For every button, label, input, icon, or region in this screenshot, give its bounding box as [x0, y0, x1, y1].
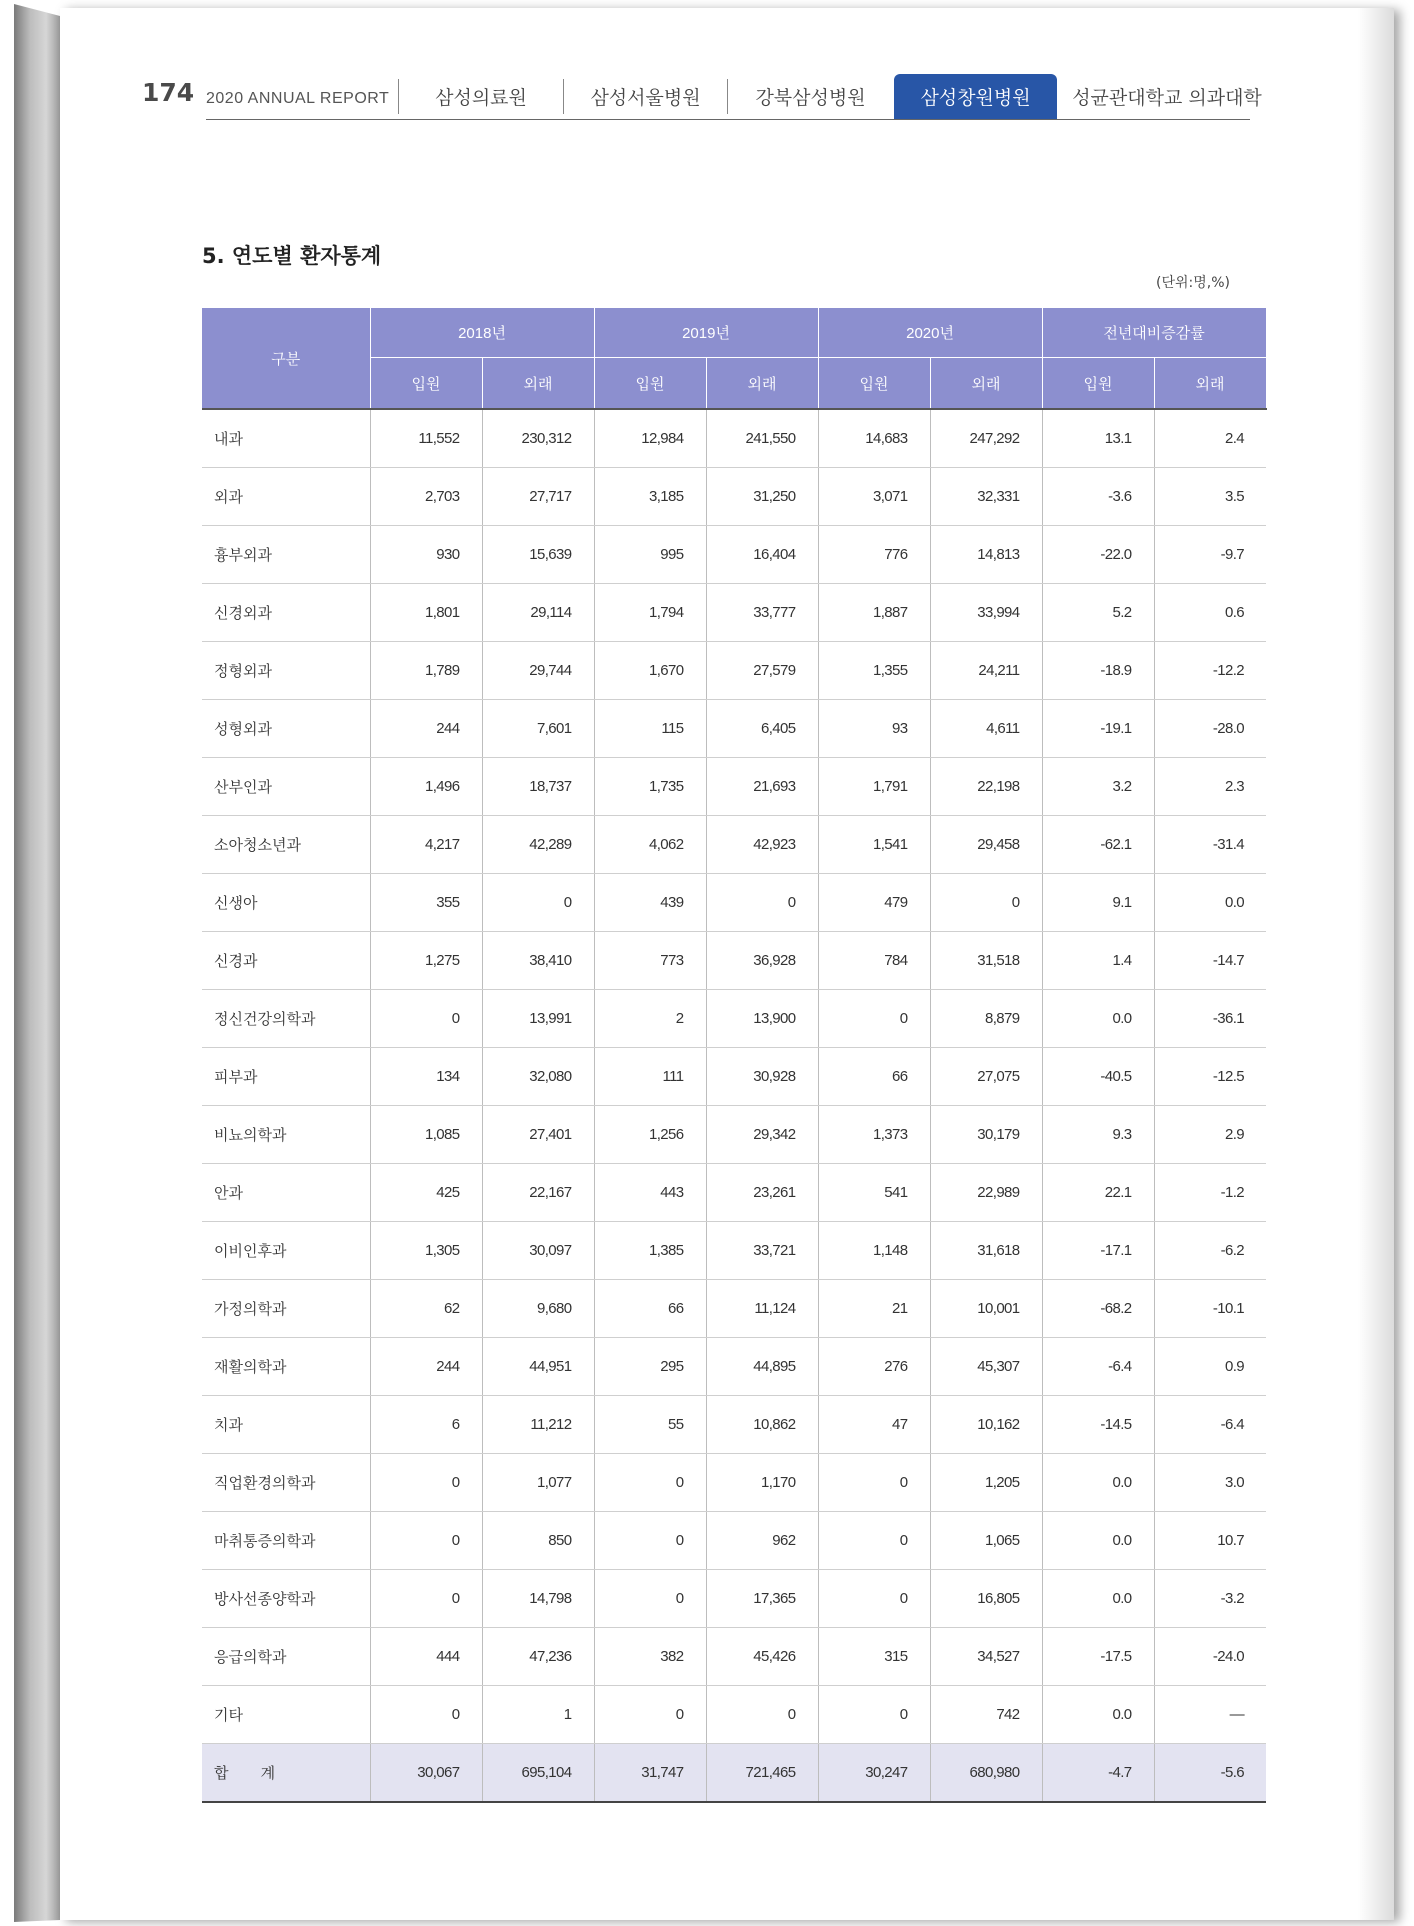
- report-label: 2020 ANNUAL REPORT: [206, 90, 390, 107]
- subheader-inpatient: 입원: [594, 358, 706, 410]
- patient-count-cell: 47: [818, 1396, 930, 1454]
- tab-kangbuk-samsung-hospital[interactable]: 강북삼성병원: [755, 87, 866, 109]
- table-header-row: [202, 308, 1266, 358]
- unit-label: (단위:명,%): [1156, 275, 1230, 291]
- patient-count-cell: 0: [370, 1454, 482, 1512]
- change-rate-cell: 2.9: [1154, 1106, 1266, 1164]
- department-name: 안과: [202, 1164, 370, 1222]
- table-body: [202, 409, 1266, 1802]
- patient-count-cell: 0: [818, 990, 930, 1048]
- header-year-2019: 2019년: [594, 308, 818, 358]
- patient-count-cell: 11,124: [706, 1280, 818, 1338]
- table-row: [202, 932, 1266, 990]
- change-rate-cell: -28.0: [1154, 700, 1266, 758]
- department-name: 흉부외과: [202, 526, 370, 584]
- department-name: 기타: [202, 1686, 370, 1744]
- patient-count-cell: 1,385: [594, 1222, 706, 1280]
- book-spine-edge: [14, 4, 60, 1922]
- table-row: [202, 1048, 1266, 1106]
- table-row: [202, 1280, 1266, 1338]
- patient-count-cell: 27,075: [930, 1048, 1042, 1106]
- patient-count-cell: 2: [594, 990, 706, 1048]
- patient-count-cell: 4,217: [370, 816, 482, 874]
- table-row: [202, 409, 1266, 468]
- patient-count-cell: 850: [482, 1512, 594, 1570]
- hospital-tabs: [398, 74, 1277, 119]
- change-rate-cell: -9.7: [1154, 526, 1266, 584]
- patient-count-cell: 4,062: [594, 816, 706, 874]
- department-name: 치과: [202, 1396, 370, 1454]
- department-name: 성형외과: [202, 700, 370, 758]
- subheader-inpatient: 입원: [818, 358, 930, 410]
- patient-count-cell: 29,458: [930, 816, 1042, 874]
- change-rate-cell: -5.6: [1154, 1744, 1266, 1803]
- department-name: 가정의학과: [202, 1280, 370, 1338]
- tab-samsung-medical-center[interactable]: 삼성의료원: [435, 87, 527, 109]
- patient-count-cell: 16,404: [706, 526, 818, 584]
- patient-count-cell: 62: [370, 1280, 482, 1338]
- patient-count-cell: 1,373: [818, 1106, 930, 1164]
- patient-count-cell: 31,618: [930, 1222, 1042, 1280]
- change-rate-cell: 22.1: [1042, 1164, 1154, 1222]
- department-name: 내과: [202, 409, 370, 468]
- patient-count-cell: 0: [706, 1686, 818, 1744]
- change-rate-cell: 5.2: [1042, 584, 1154, 642]
- table-row: [202, 1686, 1266, 1744]
- patient-count-cell: 27,579: [706, 642, 818, 700]
- department-name: 이비인후과: [202, 1222, 370, 1280]
- patient-count-cell: 11,552: [370, 409, 482, 468]
- change-rate-cell: -62.1: [1042, 816, 1154, 874]
- subheader-inpatient: 입원: [370, 358, 482, 410]
- change-rate-cell: -17.5: [1042, 1628, 1154, 1686]
- change-rate-cell: -4.7: [1042, 1744, 1154, 1803]
- patient-count-cell: 1,077: [482, 1454, 594, 1512]
- header-year-2020: 2020년: [818, 308, 1042, 358]
- patient-count-cell: 0: [594, 1454, 706, 1512]
- table-row: [202, 1106, 1266, 1164]
- patient-count-cell: 30,928: [706, 1048, 818, 1106]
- table-row: [202, 874, 1266, 932]
- patient-count-cell: 680,980: [930, 1744, 1042, 1803]
- patient-count-cell: 773: [594, 932, 706, 990]
- tab-skku-medical-school[interactable]: 성균관대학교 의과대학: [1072, 87, 1262, 109]
- patient-count-cell: 1,305: [370, 1222, 482, 1280]
- table-row: [202, 1628, 1266, 1686]
- patient-count-cell: 0: [370, 1686, 482, 1744]
- change-rate-cell: 13.1: [1042, 409, 1154, 468]
- table-row: [202, 1570, 1266, 1628]
- department-name: 마취통증의학과: [202, 1512, 370, 1570]
- patient-count-cell: 12,984: [594, 409, 706, 468]
- patient-count-cell: 1,148: [818, 1222, 930, 1280]
- header-year-2018: 2018년: [370, 308, 594, 358]
- tab-samsung-seoul-hospital[interactable]: 삼성서울병원: [590, 87, 701, 109]
- patient-count-cell: 443: [594, 1164, 706, 1222]
- change-rate-cell: -19.1: [1042, 700, 1154, 758]
- tab-samsung-changwon-hospital[interactable]: 삼성창원병원: [894, 74, 1057, 119]
- table-row: [202, 1222, 1266, 1280]
- patient-count-cell: 3,185: [594, 468, 706, 526]
- patient-count-cell: 13,900: [706, 990, 818, 1048]
- patient-count-cell: 425: [370, 1164, 482, 1222]
- change-rate-cell: 1.4: [1042, 932, 1154, 990]
- patient-count-cell: 30,067: [370, 1744, 482, 1803]
- department-name: 소아청소년과: [202, 816, 370, 874]
- patient-count-cell: 33,721: [706, 1222, 818, 1280]
- department-name: 방사선종양학과: [202, 1570, 370, 1628]
- change-rate-cell: 3.0: [1154, 1454, 1266, 1512]
- patient-count-cell: 1,887: [818, 584, 930, 642]
- table-row: [202, 758, 1266, 816]
- department-name: 산부인과: [202, 758, 370, 816]
- patient-count-cell: 44,895: [706, 1338, 818, 1396]
- patient-count-cell: 382: [594, 1628, 706, 1686]
- patient-count-cell: 0: [370, 990, 482, 1048]
- table-row: [202, 1396, 1266, 1454]
- subheader-outpatient: 외래: [930, 358, 1042, 410]
- department-name: 정형외과: [202, 642, 370, 700]
- patient-statistics-table: [202, 307, 1267, 1803]
- patient-count-cell: 0: [818, 1454, 930, 1512]
- department-name: 재활의학과: [202, 1338, 370, 1396]
- department-name: 외과: [202, 468, 370, 526]
- patient-count-cell: 1,256: [594, 1106, 706, 1164]
- change-rate-cell: -3.6: [1042, 468, 1154, 526]
- patient-count-cell: 55: [594, 1396, 706, 1454]
- patient-count-cell: 93: [818, 700, 930, 758]
- tabs-underline: [206, 119, 1250, 120]
- patient-count-cell: 962: [706, 1512, 818, 1570]
- change-rate-cell: 0.0: [1042, 1454, 1154, 1512]
- patient-count-cell: 21,693: [706, 758, 818, 816]
- patient-count-cell: 47,236: [482, 1628, 594, 1686]
- patient-count-cell: 32,331: [930, 468, 1042, 526]
- patient-count-cell: 0: [706, 874, 818, 932]
- subheader-outpatient: 외래: [706, 358, 818, 410]
- patient-count-cell: 0: [594, 1686, 706, 1744]
- change-rate-cell: 3.5: [1154, 468, 1266, 526]
- change-rate-cell: 0.0: [1154, 874, 1266, 932]
- patient-count-cell: 7,601: [482, 700, 594, 758]
- change-rate-cell: -14.5: [1042, 1396, 1154, 1454]
- table-row: [202, 1164, 1266, 1222]
- department-name: 응급의학과: [202, 1628, 370, 1686]
- patient-count-cell: 10,162: [930, 1396, 1042, 1454]
- table-row: [202, 700, 1266, 758]
- change-rate-cell: 0.0: [1042, 1686, 1154, 1744]
- patient-count-cell: 115: [594, 700, 706, 758]
- patient-count-cell: 38,410: [482, 932, 594, 990]
- patient-count-cell: 0: [818, 1512, 930, 1570]
- patient-count-cell: 0: [930, 874, 1042, 932]
- patient-count-cell: 0: [370, 1570, 482, 1628]
- patient-count-cell: 315: [818, 1628, 930, 1686]
- patient-count-cell: 31,747: [594, 1744, 706, 1803]
- report-page: [60, 8, 1394, 1920]
- patient-count-cell: 14,683: [818, 409, 930, 468]
- patient-count-cell: 22,167: [482, 1164, 594, 1222]
- department-name: 직업환경의학과: [202, 1454, 370, 1512]
- patient-count-cell: 27,401: [482, 1106, 594, 1164]
- patient-count-cell: 30,097: [482, 1222, 594, 1280]
- patient-count-cell: 111: [594, 1048, 706, 1106]
- patient-count-cell: 695,104: [482, 1744, 594, 1803]
- page-fold-shadow: [1358, 8, 1394, 1920]
- patient-count-cell: 721,465: [706, 1744, 818, 1803]
- patient-count-cell: 30,179: [930, 1106, 1042, 1164]
- page-number: 174: [142, 78, 195, 107]
- patient-count-cell: 36,928: [706, 932, 818, 990]
- subheader-inpatient: 입원: [1042, 358, 1154, 410]
- change-rate-cell: 9.3: [1042, 1106, 1154, 1164]
- department-name: 신경과: [202, 932, 370, 990]
- change-rate-cell: -18.9: [1042, 642, 1154, 700]
- patient-count-cell: 244: [370, 1338, 482, 1396]
- patient-count-cell: 42,923: [706, 816, 818, 874]
- patient-count-cell: 6,405: [706, 700, 818, 758]
- patient-count-cell: 17,365: [706, 1570, 818, 1628]
- patient-count-cell: 8,879: [930, 990, 1042, 1048]
- change-rate-cell: 2.4: [1154, 409, 1266, 468]
- patient-count-cell: 1,275: [370, 932, 482, 990]
- patient-count-cell: 29,114: [482, 584, 594, 642]
- patient-count-cell: 18,737: [482, 758, 594, 816]
- patient-count-cell: 42,289: [482, 816, 594, 874]
- table-row: [202, 584, 1266, 642]
- patient-count-cell: 1,085: [370, 1106, 482, 1164]
- change-rate-cell: 0.9: [1154, 1338, 1266, 1396]
- patient-count-cell: 34,527: [930, 1628, 1042, 1686]
- total-row: [202, 1744, 1266, 1803]
- patient-count-cell: 6: [370, 1396, 482, 1454]
- table-row: [202, 1454, 1266, 1512]
- patient-count-cell: 1,735: [594, 758, 706, 816]
- change-rate-cell: -22.0: [1042, 526, 1154, 584]
- patient-count-cell: 0: [594, 1512, 706, 1570]
- change-rate-cell: —: [1154, 1686, 1266, 1744]
- patient-count-cell: 230,312: [482, 409, 594, 468]
- patient-count-cell: 541: [818, 1164, 930, 1222]
- table-row: [202, 816, 1266, 874]
- change-rate-cell: 3.2: [1042, 758, 1154, 816]
- change-rate-cell: 2.3: [1154, 758, 1266, 816]
- patient-count-cell: 1,794: [594, 584, 706, 642]
- change-rate-cell: -68.2: [1042, 1280, 1154, 1338]
- patient-count-cell: 1,170: [706, 1454, 818, 1512]
- patient-count-cell: 134: [370, 1048, 482, 1106]
- table-row: [202, 526, 1266, 584]
- patient-count-cell: 1,065: [930, 1512, 1042, 1570]
- patient-count-cell: 24,211: [930, 642, 1042, 700]
- patient-count-cell: 1,670: [594, 642, 706, 700]
- subheader-outpatient: 외래: [1154, 358, 1266, 410]
- department-name: 신생아: [202, 874, 370, 932]
- patient-count-cell: 1,355: [818, 642, 930, 700]
- table-row: [202, 1338, 1266, 1396]
- patient-count-cell: 14,813: [930, 526, 1042, 584]
- patient-count-cell: 776: [818, 526, 930, 584]
- table-row: [202, 1512, 1266, 1570]
- patient-count-cell: 439: [594, 874, 706, 932]
- patient-count-cell: 29,744: [482, 642, 594, 700]
- change-rate-cell: -14.7: [1154, 932, 1266, 990]
- patient-count-cell: 15,639: [482, 526, 594, 584]
- patient-count-cell: 247,292: [930, 409, 1042, 468]
- patient-count-cell: 14,798: [482, 1570, 594, 1628]
- patient-count-cell: 32,080: [482, 1048, 594, 1106]
- patient-count-cell: 33,777: [706, 584, 818, 642]
- patient-count-cell: 276: [818, 1338, 930, 1396]
- patient-count-cell: 21: [818, 1280, 930, 1338]
- patient-count-cell: 30,247: [818, 1744, 930, 1803]
- patient-count-cell: 10,862: [706, 1396, 818, 1454]
- patient-count-cell: 0: [594, 1570, 706, 1628]
- patient-count-cell: 1,205: [930, 1454, 1042, 1512]
- change-rate-cell: 9.1: [1042, 874, 1154, 932]
- patient-count-cell: 1,541: [818, 816, 930, 874]
- change-rate-cell: -36.1: [1154, 990, 1266, 1048]
- patient-count-cell: 16,805: [930, 1570, 1042, 1628]
- change-rate-cell: -6.4: [1042, 1338, 1154, 1396]
- subheader-outpatient: 외래: [482, 358, 594, 410]
- department-name: 비뇨의학과: [202, 1106, 370, 1164]
- patient-count-cell: 3,071: [818, 468, 930, 526]
- change-rate-cell: -6.4: [1154, 1396, 1266, 1454]
- patient-count-cell: 22,198: [930, 758, 1042, 816]
- patient-count-cell: 742: [930, 1686, 1042, 1744]
- table-row: [202, 642, 1266, 700]
- patient-count-cell: 1,789: [370, 642, 482, 700]
- patient-count-cell: 31,518: [930, 932, 1042, 990]
- department-name: 피부과: [202, 1048, 370, 1106]
- change-rate-cell: -17.1: [1042, 1222, 1154, 1280]
- patient-count-cell: 31,250: [706, 468, 818, 526]
- patient-count-cell: 4,611: [930, 700, 1042, 758]
- header-yoy-change: 전년대비증감률: [1042, 308, 1266, 358]
- patient-count-cell: 11,212: [482, 1396, 594, 1454]
- change-rate-cell: -12.5: [1154, 1048, 1266, 1106]
- patient-count-cell: 10,001: [930, 1280, 1042, 1338]
- patient-count-cell: 295: [594, 1338, 706, 1396]
- patient-count-cell: 784: [818, 932, 930, 990]
- patient-count-cell: 241,550: [706, 409, 818, 468]
- department-name: 합 계: [202, 1744, 370, 1803]
- change-rate-cell: -31.4: [1154, 816, 1266, 874]
- patient-count-cell: 45,426: [706, 1628, 818, 1686]
- patient-count-cell: 33,994: [930, 584, 1042, 642]
- change-rate-cell: -12.2: [1154, 642, 1266, 700]
- patient-count-cell: 1,496: [370, 758, 482, 816]
- patient-count-cell: 355: [370, 874, 482, 932]
- change-rate-cell: 0.6: [1154, 584, 1266, 642]
- department-name: 정신건강의학과: [202, 990, 370, 1048]
- patient-count-cell: 1,801: [370, 584, 482, 642]
- change-rate-cell: 10.7: [1154, 1512, 1266, 1570]
- patient-count-cell: 244: [370, 700, 482, 758]
- patient-count-cell: 13,991: [482, 990, 594, 1048]
- patient-count-cell: 29,342: [706, 1106, 818, 1164]
- department-name: 신경외과: [202, 584, 370, 642]
- patient-count-cell: 444: [370, 1628, 482, 1686]
- patient-count-cell: 479: [818, 874, 930, 932]
- change-rate-cell: 0.0: [1042, 990, 1154, 1048]
- patient-count-cell: 66: [594, 1280, 706, 1338]
- change-rate-cell: -40.5: [1042, 1048, 1154, 1106]
- patient-count-cell: 995: [594, 526, 706, 584]
- patient-count-cell: 1,791: [818, 758, 930, 816]
- change-rate-cell: -1.2: [1154, 1164, 1266, 1222]
- patient-count-cell: 27,717: [482, 468, 594, 526]
- patient-count-cell: 23,261: [706, 1164, 818, 1222]
- patient-count-cell: 44,951: [482, 1338, 594, 1396]
- change-rate-cell: -3.2: [1154, 1570, 1266, 1628]
- patient-count-cell: 0: [818, 1570, 930, 1628]
- patient-count-cell: 45,307: [930, 1338, 1042, 1396]
- table-row: [202, 990, 1266, 1048]
- patient-count-cell: 0: [370, 1512, 482, 1570]
- section-title: 5. 연도별 환자통계: [202, 244, 382, 268]
- change-rate-cell: -24.0: [1154, 1628, 1266, 1686]
- patient-count-cell: 930: [370, 526, 482, 584]
- patient-count-cell: 22,989: [930, 1164, 1042, 1222]
- patient-count-cell: 66: [818, 1048, 930, 1106]
- patient-count-cell: 1: [482, 1686, 594, 1744]
- header-category: 구분: [202, 308, 370, 410]
- change-rate-cell: -10.1: [1154, 1280, 1266, 1338]
- change-rate-cell: 0.0: [1042, 1512, 1154, 1570]
- patient-count-cell: 9,680: [482, 1280, 594, 1338]
- patient-count-cell: 2,703: [370, 468, 482, 526]
- change-rate-cell: -6.2: [1154, 1222, 1266, 1280]
- table-row: [202, 468, 1266, 526]
- change-rate-cell: 0.0: [1042, 1570, 1154, 1628]
- patient-count-cell: 0: [482, 874, 594, 932]
- patient-count-cell: 0: [818, 1686, 930, 1744]
